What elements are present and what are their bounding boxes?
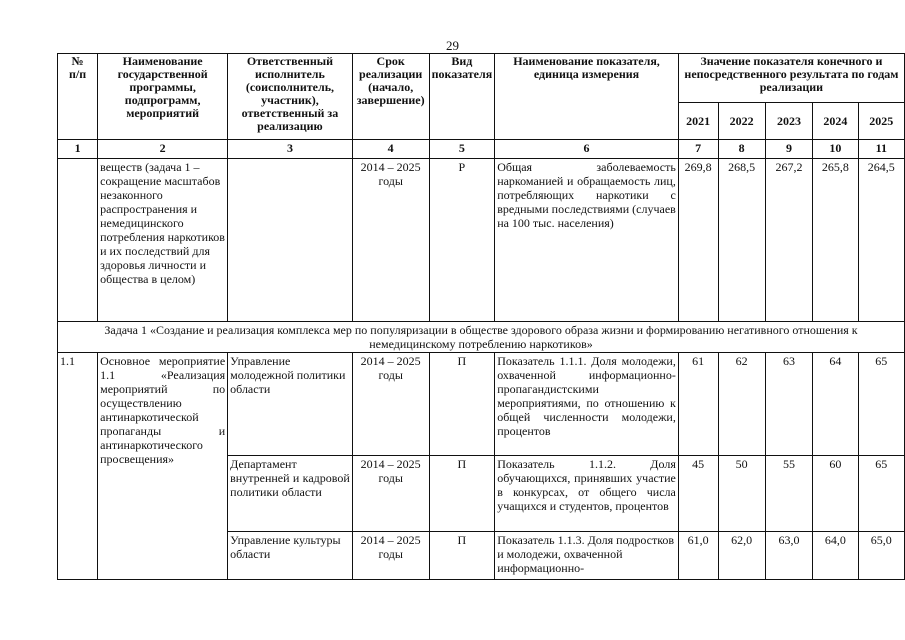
row-value-2021: 61,0 — [678, 532, 718, 580]
header-num: № п/п — [58, 54, 98, 140]
header-year: 2021 — [678, 103, 718, 140]
row-num — [58, 159, 98, 322]
measure-name: Основное мероприятие 1.1 «Реализация мероприятий по осуществлению антинаркотической пропаганды и антинаркотического просвещения» — [98, 353, 228, 580]
header-year: 2025 — [858, 103, 904, 140]
header-row-1 — [58, 54, 905, 103]
column-number: 11 — [858, 140, 904, 159]
row-executor: Управление культуры области — [228, 532, 353, 580]
row-value-2023: 267,2 — [765, 159, 812, 322]
column-number-row — [58, 140, 905, 159]
row-executor: Управление молодежной политики области — [228, 353, 353, 456]
row-value-2021: 269,8 — [678, 159, 718, 322]
row-type: Р — [429, 159, 495, 322]
row-value-2022: 62,0 — [718, 532, 765, 580]
row-period: 2014 – 2025 годы — [352, 159, 429, 322]
header-executor: Ответственный исполнитель (соисполнитель, участник), ответственный за реализацию — [228, 54, 353, 140]
row-value-2022: 268,5 — [718, 159, 765, 322]
row-executor: Департамент внутренней и кадровой политики области — [228, 456, 353, 532]
header-indicator: Наименование показателя, единица измерения — [495, 54, 679, 140]
row-value-2021: 61 — [678, 353, 718, 456]
row-indicator: Показатель 1.1.1. Доля молодежи, охваченной информационно-пропагандистскими мероприятиями, по отношению к общей численности молодежи, процентов — [495, 353, 679, 456]
table-row — [58, 353, 905, 456]
row-period: 2014 – 2025 годы — [352, 353, 429, 456]
header-period: Срок реализации (начало, завершение) — [352, 54, 429, 140]
header-values-group: Значение показателя конечного и непосредственного результата по годам реализации — [678, 54, 904, 103]
row-name: веществ (задача 1 – сокращение масштабов незаконного распространения и немедицинского потребления наркотиков и их последствий для здоровья личности и общества в целом) — [98, 159, 228, 322]
row-value-2023: 63,0 — [765, 532, 812, 580]
header-name: Наименование государственной программы, подпрограмм, мероприятий — [98, 54, 228, 140]
program-table — [57, 53, 905, 580]
row-type: П — [429, 456, 495, 532]
row-indicator: Показатель 1.1.3. Доля подростков и молодежи, охваченной информационно- — [495, 532, 679, 580]
table-row — [58, 159, 905, 322]
row-value-2024: 60 — [813, 456, 858, 532]
column-number: 10 — [813, 140, 858, 159]
row-type: П — [429, 353, 495, 456]
column-number: 9 — [765, 140, 812, 159]
row-value-2023: 55 — [765, 456, 812, 532]
task-row — [58, 322, 905, 353]
row-value-2025: 264,5 — [858, 159, 904, 322]
row-value-2023: 63 — [765, 353, 812, 456]
row-value-2024: 265,8 — [813, 159, 858, 322]
row-value-2024: 64,0 — [813, 532, 858, 580]
row-executor — [228, 159, 353, 322]
row-value-2025: 65 — [858, 456, 904, 532]
row-period: 2014 – 2025 годы — [352, 532, 429, 580]
column-number: 6 — [495, 140, 679, 159]
row-type: П — [429, 532, 495, 580]
page-number: 29 — [446, 38, 459, 53]
row-period: 2014 – 2025 годы — [352, 456, 429, 532]
row-indicator: Общая заболеваемость наркоманией и обращаемость лиц, потребляющих наркотики с вредными последствиями (случаев на 100 тыс. населения) — [495, 159, 679, 322]
column-number: 1 — [58, 140, 98, 159]
task-1-heading: Задача 1 «Создание и реализация комплекса мер по популяризации в обществе здорового образа жизни и формированию негативного отношения к немедицинскому потреблению наркотиков» — [58, 322, 905, 353]
row-value-2021: 45 — [678, 456, 718, 532]
column-number: 4 — [352, 140, 429, 159]
header-year: 2022 — [718, 103, 765, 140]
row-value-2024: 64 — [813, 353, 858, 456]
column-number: 7 — [678, 140, 718, 159]
header-year: 2024 — [813, 103, 858, 140]
column-number: 5 — [429, 140, 495, 159]
header-year: 2023 — [765, 103, 812, 140]
row-value-2022: 62 — [718, 353, 765, 456]
column-number: 2 — [98, 140, 228, 159]
row-value-2025: 65,0 — [858, 532, 904, 580]
header-type: Вид показателя — [429, 54, 495, 140]
column-number: 3 — [228, 140, 353, 159]
row-value-2022: 50 — [718, 456, 765, 532]
row-value-2025: 65 — [858, 353, 904, 456]
row-indicator: Показатель 1.1.2. Доля обучающихся, принявших участие в конкурсах, от общего числа учащихся и студентов, процентов — [495, 456, 679, 532]
column-number: 8 — [718, 140, 765, 159]
measure-num: 1.1 — [58, 353, 98, 580]
